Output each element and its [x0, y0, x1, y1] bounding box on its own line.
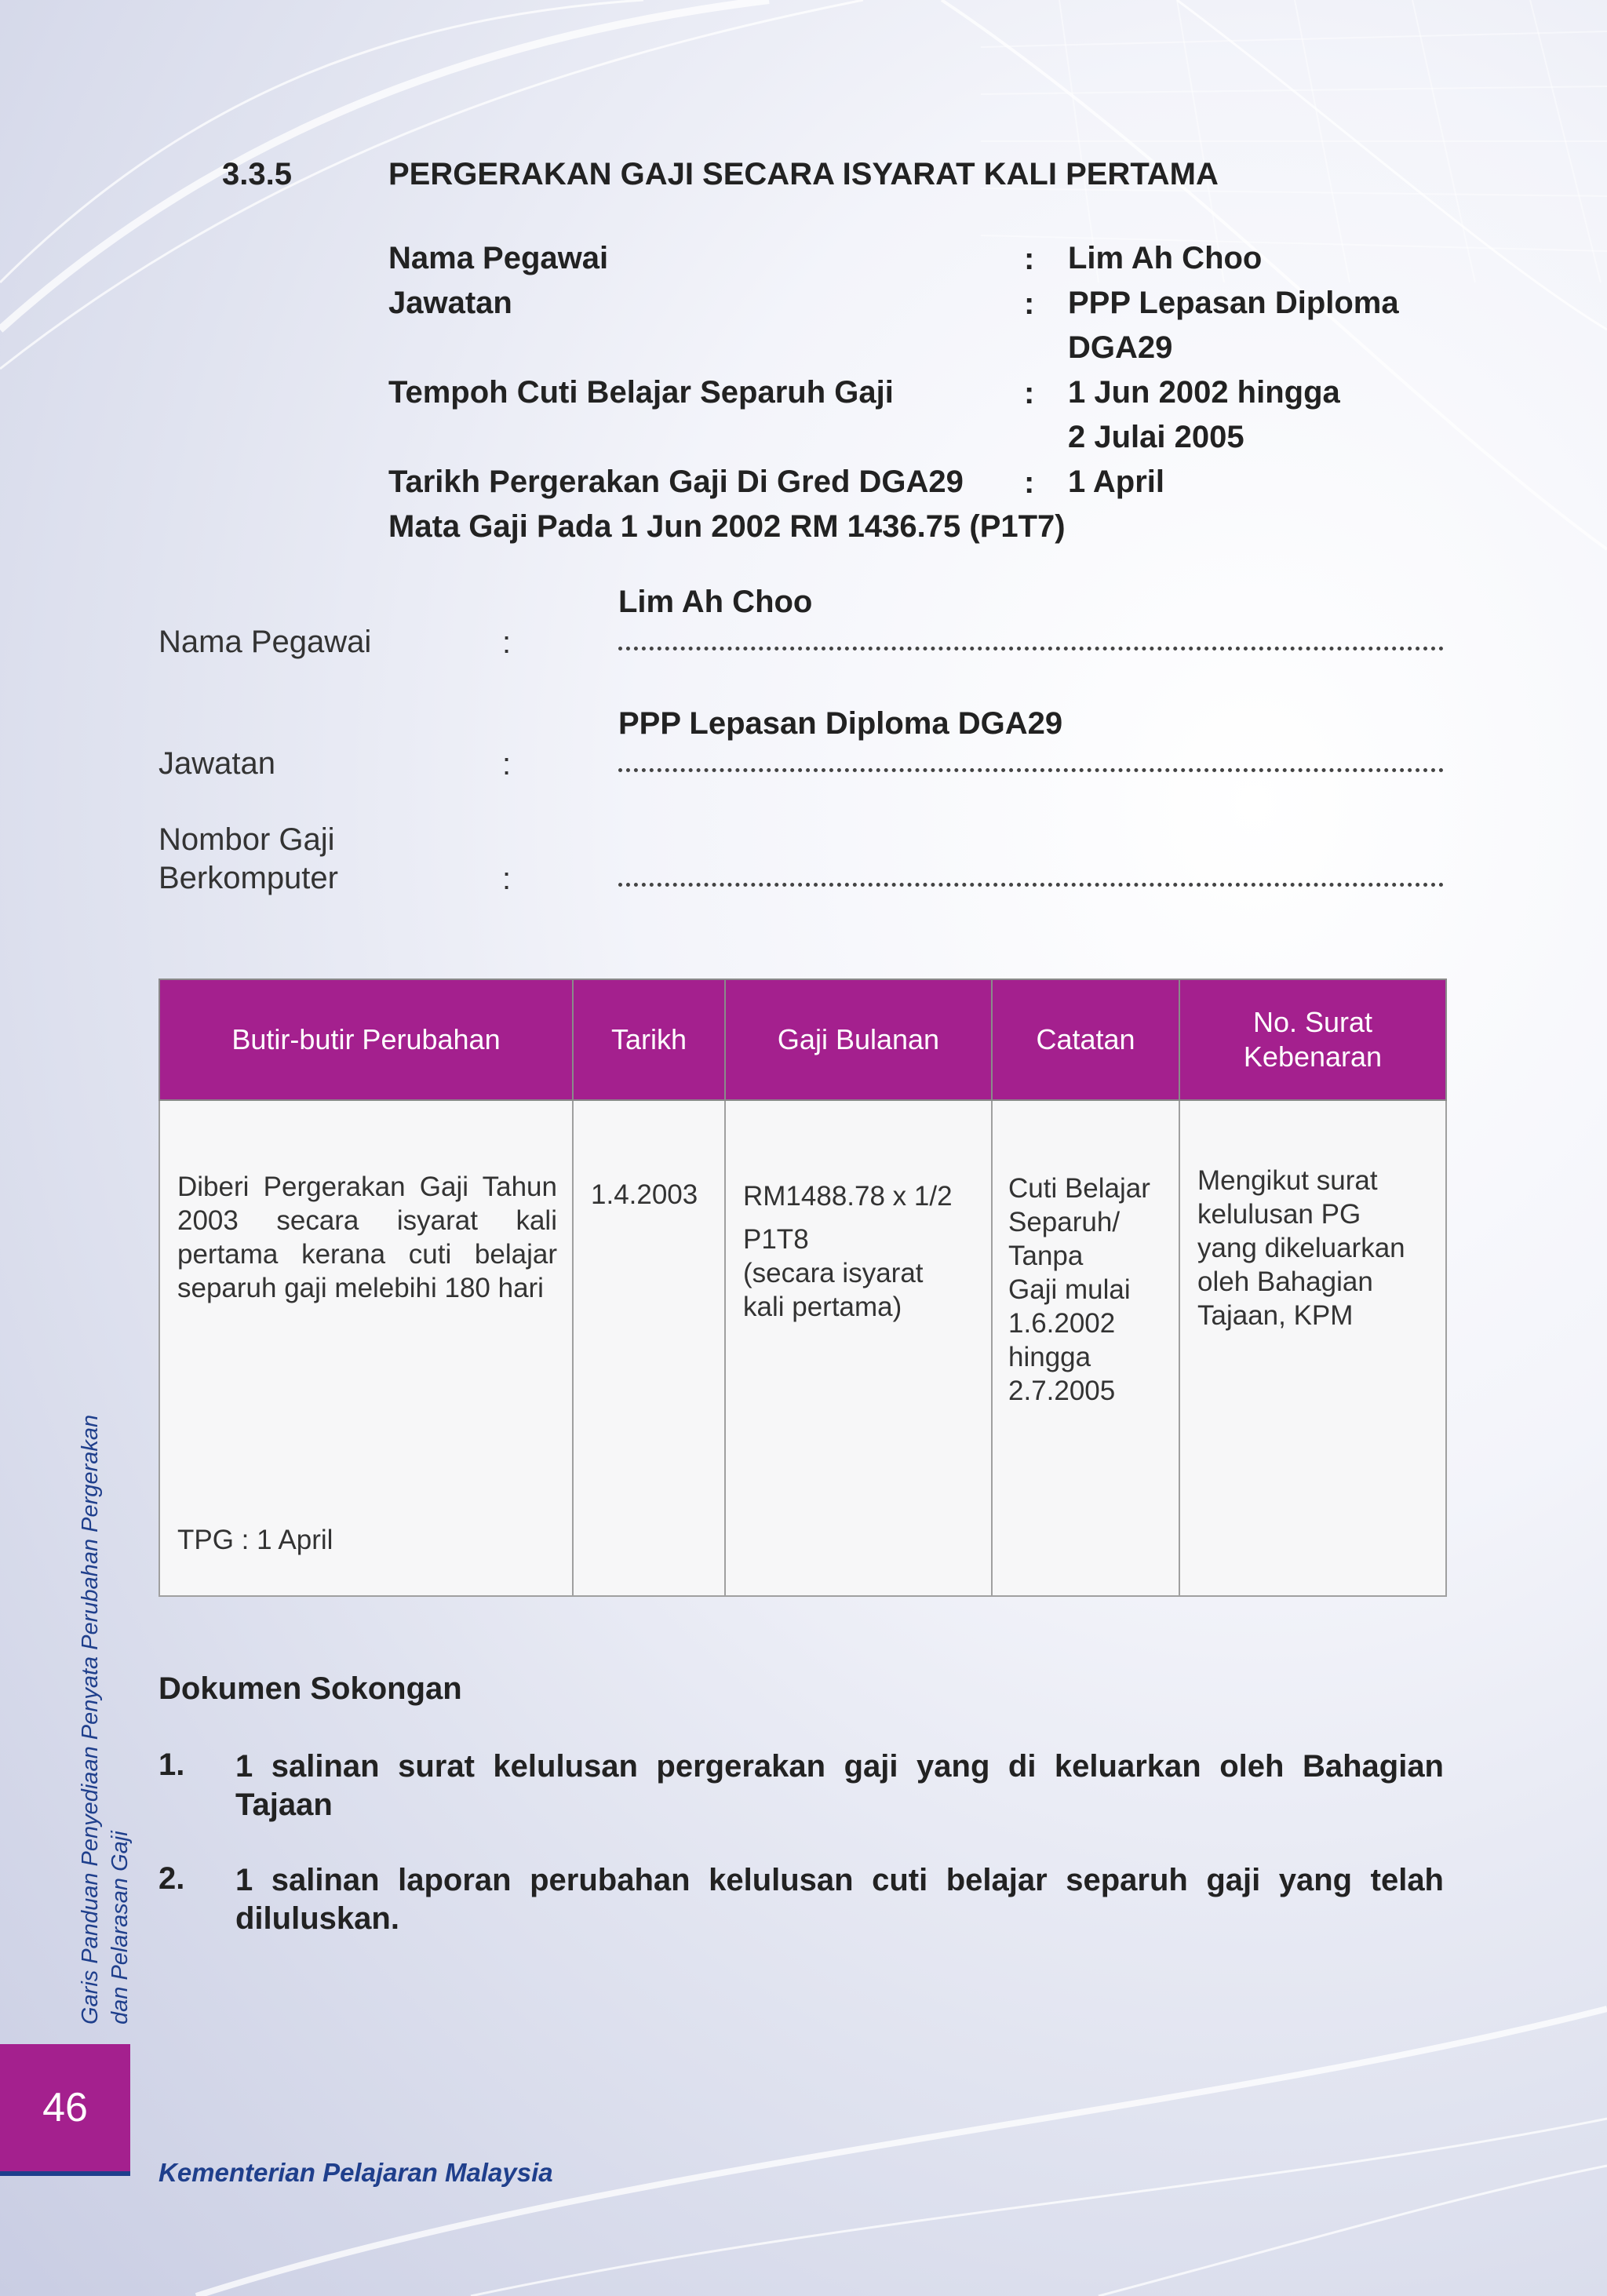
footer-ministry: Kementerian Pelajaran Malaysia [159, 2158, 553, 2187]
dokumen-item-number: 2. [159, 1861, 185, 1896]
form-colon: : [502, 747, 512, 782]
catatan-line: hingga [1008, 1342, 1091, 1372]
header-butir: Butir-butir Perubahan [159, 979, 573, 1100]
dokumen-item-text: 1 salinan surat kelulusan pergerakan gaji yang di keluarkan oleh Bahagian Tajaan [235, 1749, 1444, 1822]
header-catatan: Catatan [992, 979, 1179, 1100]
catatan-line: 1.6.2002 [1008, 1308, 1116, 1339]
gaji-line-3: (secara isyarat kali pertama) [743, 1258, 924, 1322]
info-label-tarikh: Tarikh Pergerakan Gaji Di Gred DGA29 [388, 465, 964, 499]
catatan-line: 2.7.2005 [1008, 1376, 1116, 1406]
form-gaji-label-2: Berkomputer [159, 861, 338, 895]
cell-gaji [725, 1100, 992, 1596]
form-jawatan-value: PPP Lepasan Diploma DGA29 [618, 706, 1063, 741]
catatan-line: Tanpa [1008, 1241, 1084, 1271]
info-colon: : [1024, 286, 1035, 321]
info-label-tempoh: Tempoh Cuti Belajar Separuh Gaji [388, 375, 894, 410]
section-title: PERGERAKAN GAJI SECARA ISYARAT KALI PERTAMA [388, 157, 1219, 191]
form-nama-label: Nama Pegawai [159, 625, 372, 659]
form-gaji-label-1: Nombor Gaji [159, 822, 335, 857]
info-value-jawatan: PPP Lepasan Diploma [1068, 286, 1399, 320]
surat-text: Mengikut surat kelulusan PG yang dikeluarkan oleh Bahagian Tajaan, KPM [1197, 1165, 1405, 1331]
header-tarikh: Tarikh [573, 979, 725, 1100]
section-number: 3.3.5 [222, 157, 292, 191]
info-value-tarikh: 1 April [1068, 465, 1164, 499]
dokumen-title: Dokumen Sokongan [159, 1671, 462, 1706]
sidebar-line-2: dan Pelarasan Gaji [107, 1831, 133, 2024]
dokumen-item-number: 1. [159, 1748, 185, 1782]
gaji-line-2: P1T8 [743, 1224, 809, 1255]
catatan-line: Separuh/ [1008, 1207, 1121, 1237]
info-colon: : [1024, 376, 1035, 410]
form-nama-value: Lim Ah Choo [618, 585, 813, 619]
info-value-tempoh-end: 2 Julai 2005 [1068, 420, 1244, 454]
form-gaji-dotted-line [618, 883, 1444, 887]
salary-change-table [159, 979, 1447, 1597]
sidebar-line-1: Garis Panduan Penyediaan Penyata Perubahan Pergerakan [78, 1414, 103, 2024]
catatan-line: Gaji mulai [1008, 1274, 1131, 1305]
header-gaji: Gaji Bulanan [725, 979, 992, 1100]
tarikh-text: 1.4.2003 [591, 1179, 698, 1210]
cell-butir [159, 1100, 573, 1596]
page-number: 46 [0, 2044, 130, 2176]
catatan-line: Cuti Belajar [1008, 1173, 1150, 1204]
cell-tarikh [573, 1100, 725, 1596]
butir-text: Diberi Pergerakan Gaji Tahun 2003 secara isyarat kali pertama kerana cuti belajar separuh gaji melebihi 180 hari [177, 1172, 557, 1303]
header-surat: No. Surat Kebenaran [1179, 979, 1446, 1100]
table-row [159, 1100, 1446, 1596]
info-value-tempoh: 1 Jun 2002 hingga [1068, 375, 1340, 410]
cell-surat [1179, 1100, 1446, 1596]
info-value-jawatan-grade: DGA29 [1068, 330, 1173, 365]
sidebar-book-title [75, 1397, 135, 2024]
cell-catatan [992, 1100, 1179, 1596]
info-value-nama: Lim Ah Choo [1068, 241, 1263, 275]
info-label-jawatan: Jawatan [388, 286, 512, 320]
tpg-text: TPG : 1 April [177, 1525, 333, 1555]
table-header-row [159, 979, 1446, 1100]
form-jawatan-label: Jawatan [159, 746, 275, 781]
info-note: Mata Gaji Pada 1 Jun 2002 RM 1436.75 (P1T7) [388, 509, 1066, 544]
form-colon: : [502, 862, 512, 896]
info-colon: : [1024, 465, 1035, 500]
info-colon: : [1024, 242, 1035, 276]
catatan-text [1008, 1172, 1150, 1408]
info-label-nama: Nama Pegawai [388, 241, 609, 275]
gaji-line-1: RM1488.78 x 1/2 [743, 1181, 953, 1212]
form-jawatan-dotted-line [618, 768, 1444, 772]
form-colon: : [502, 625, 512, 660]
dokumen-item-text: 1 salinan laporan perubahan kelulusan cuti belajar separuh gaji yang telah diluluskan. [235, 1863, 1444, 1936]
form-nama-dotted-line [618, 647, 1444, 651]
